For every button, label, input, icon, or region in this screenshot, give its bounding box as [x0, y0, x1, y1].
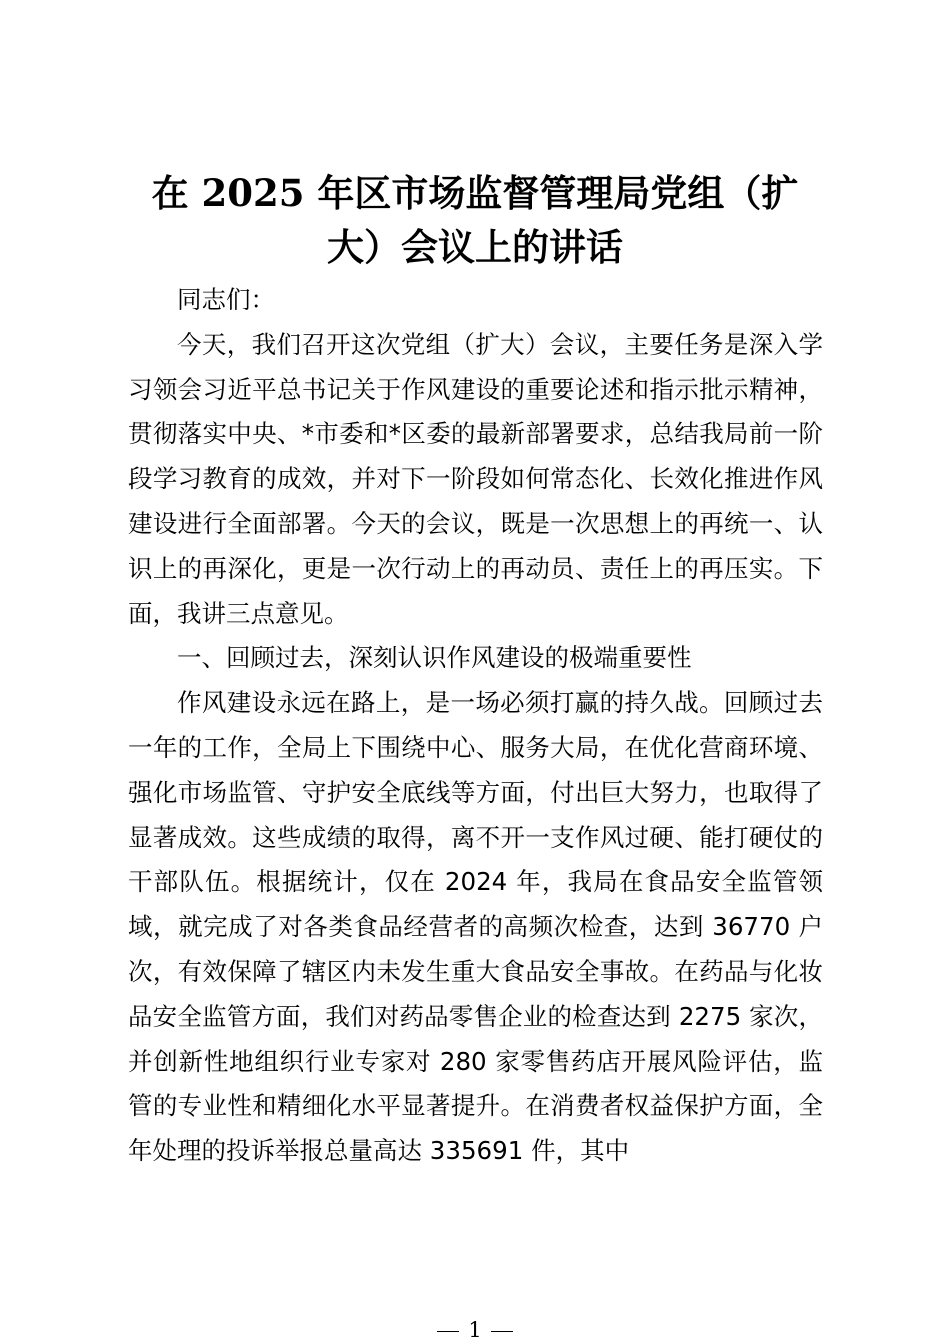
footer-dash-left [437, 1331, 459, 1332]
page-number: 1 [468, 1318, 482, 1342]
body-paragraph: 今天，我们召开这次党组（扩大）会议，主要任务是深入学习领会习近平总书记关于作风建设的重要论述和指示批示精神，贯彻落实中央、*市委和*区委的最新部署要求，总结我局前一阶段学习教育的成效，并对下一阶段如何常态化、长效化推进作风建设进行全面部署。今天的会议，既是一次思想上的再统一、认识上的再深化，更是一次行动上的再动员、责任上的再压实。下面，我讲三点意见。 [128, 329, 823, 628]
document-body [128, 278, 823, 1174]
section-heading: 一、回顾过去，深刻认识作风建设的极端重要性 [177, 643, 692, 673]
section-paragraph: 作风建设永远在路上，是一场必须打赢的持久战。回顾过去一年的工作，全局上下围绕中心、服务大局，在优化营商环境、强化市场监管、守护安全底线等方面，付出巨大努力，也取得了显著成效。这些成绩的取得，离不开一支作风过硬、能打硬仗的干部队伍。根据统计，仅在 2024 年，我局在食品安全监管领域，就完成了对各类食品经营者的高频次检查，达到 36770 户次，有效保障了辖区内未发生重大食品安全事故。在药品与化妆品安全监管方面，我们对药品零售企业的检查达到 2275 家次，并创新性地组织行业专家对 280 家零售药店开展风险评估，监管的专业性和精细化水平显著提升。在消费者权益保护方面，全年处理的投诉举报总量高达 335691 件，其中 [128, 688, 823, 1166]
document-title [120, 166, 830, 274]
footer-dash-right [491, 1331, 513, 1332]
title-line-1: 在 2025 年区市场监督管理局党组（扩 [151, 171, 799, 215]
title-line-2: 大）会议上的讲话 [327, 225, 623, 269]
page-footer [0, 1316, 950, 1344]
salutation: 同志们： [177, 285, 275, 314]
